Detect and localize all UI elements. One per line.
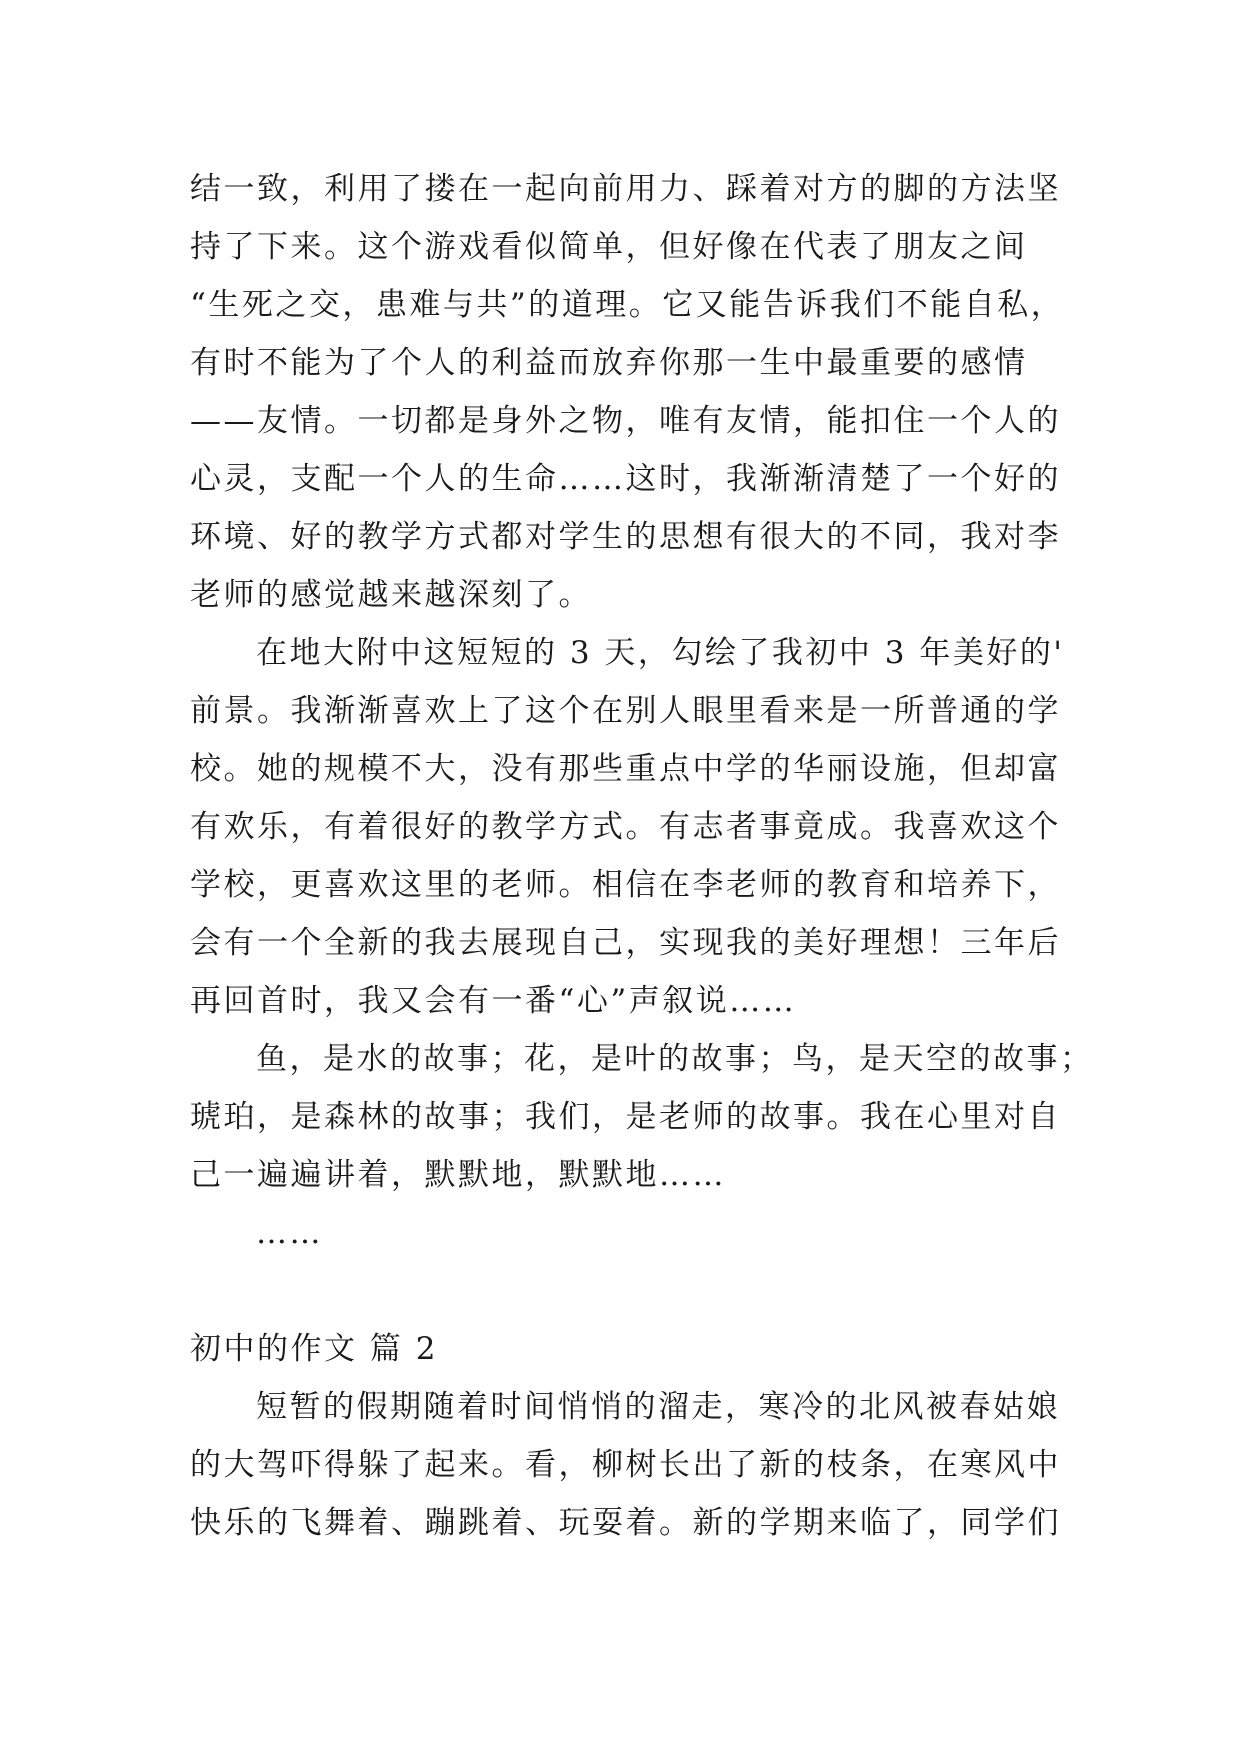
text-line: 有欢乐，有着很好的教学方式。有志者事竟成。我喜欢这个 xyxy=(190,809,1061,845)
paragraph-start-line: 在地大附中这短短的 3 天，勾绘了我初中 3 年美好的' xyxy=(256,635,1065,671)
text-line: 心灵，支配一个人的生命……这时，我渐渐清楚了一个好的 xyxy=(190,461,1061,497)
text-line: 再回首时，我又会有一番“心”声叙说…… xyxy=(190,983,797,1019)
text-line: 琥珀，是森林的故事；我们，是老师的故事。我在心里对自 xyxy=(190,1099,1061,1135)
text-line: 老师的感觉越来越深刻了。 xyxy=(190,577,592,613)
text-line: 己一遍遍讲着，默默地，默默地…… xyxy=(190,1157,726,1193)
text-line: 结一致，利用了搂在一起向前用力、踩着对方的脚的方法坚 xyxy=(190,171,1061,207)
section-spacer xyxy=(190,1262,1060,1320)
paragraph-start-line: 短暂的假期随着时间悄悄的溜走，寒冷的北风被春姑娘 xyxy=(256,1389,1060,1425)
section-heading: 初中的作文 篇 2 xyxy=(190,1331,438,1367)
paragraph-start-line: 鱼，是水的故事；花，是叶的故事；鸟，是天空的故事； xyxy=(256,1041,1094,1077)
text-line: 前景。我渐渐喜欢上了这个在别人眼里看来是一所普通的学 xyxy=(190,693,1061,729)
text-line: 的大驾吓得躲了起来。看，柳树长出了新的枝条，在寒风中 xyxy=(190,1447,1061,1483)
text-line: 环境、好的教学方式都对学生的思想有很大的不同，我对李 xyxy=(190,519,1061,555)
text-line: “生死之交，患难与共”的道理。它又能告诉我们不能自私， xyxy=(190,287,1065,323)
text-line: 学校，更喜欢这里的老师。相信在李老师的教育和培养下， xyxy=(190,867,1061,903)
document-body xyxy=(190,160,1094,1552)
text-line: 会有一个全新的我去展现自己，实现我的美好理想！三年后 xyxy=(190,925,1061,961)
text-line: 快乐的飞舞着、蹦跳着、玩耍着。新的学期来临了，同学们 xyxy=(190,1505,1061,1541)
text-line: 校。她的规模不大，没有那些重点中学的华丽设施，但却富 xyxy=(190,751,1061,787)
text-line: 持了下来。这个游戏看似简单，但好像在代表了朋友之间 xyxy=(190,229,1028,265)
text-line: ——友情。一切都是身外之物，唯有友情，能扣住一个人的 xyxy=(190,403,1061,439)
text-line: 有时不能为了个人的利益而放弃你那一生中最重要的感情 xyxy=(190,345,1028,381)
ellipsis-line: …… xyxy=(256,1215,323,1251)
